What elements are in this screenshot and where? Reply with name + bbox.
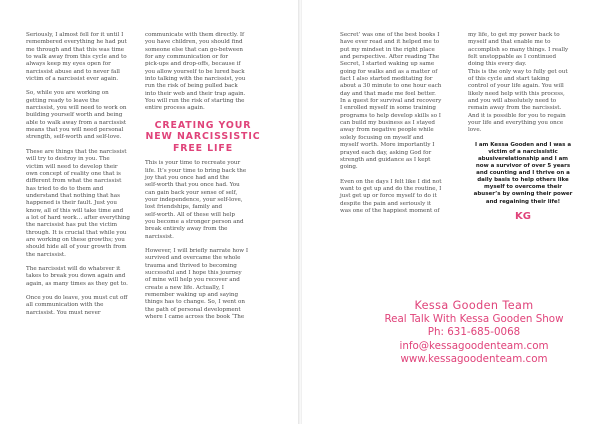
- body-paragraph: These are things that the narcissist will try to destroy in you. The victim will need to develop their own concept of reality one that is different from what the narcissist has tried to do to them and understand that nothing that has happened is their fault. Just you know, all of this will take time and a lot of hard work… after everything the narcissist has put the victim through. It is crucial that while you are working on these growths; you should hide all of your growth from the narcissist.: [26, 148, 130, 258]
- team-name: Kessa Gooden Team: [414, 299, 534, 312]
- email-address: info@kessagoodenteam.com: [399, 339, 549, 352]
- body-paragraph: Once you do leave, you must cut off all communication with the narcissist. You must never: [26, 295, 128, 316]
- left-page: [0, 0, 298, 424]
- body-paragraph: This is your time to recreate your life. It’s your time to bring back the joy that you once had and the self-worth that you once had. You can gain back your sense of self, your independence, your self-love, lost friendships, family and self-worth. All of these will help you become a stronger person and break entirely away from the narcissist.: [145, 160, 247, 240]
- body-paragraph: However, I will briefly narrate how I survived and overcame the whole trauma and thrived to becoming successful and I hope this journey of mine will help you recover and create a new life. Actually, I remember waking up and saying things has to change. So, I went on the path of personal development where I came across the book ‘The: [145, 248, 249, 321]
- body-paragraph: So, while you are working on getting ready to leave the narcissist, you will need to work on building yourself worth and being able to walk away from a narcissist means that you will need personal strength, self-worth and self-love.: [26, 90, 127, 141]
- column-4: [468, 32, 578, 224]
- phone-number: Ph: 631-685-0068: [427, 326, 521, 339]
- body-paragraph: my life, to get my power back to myself and that enable me to accomplish so many things. I really felt unstoppable as I continued doing this every day. This is the only way to fully get out of this cycle and start taking control of your life again. You will likely need help with this process, and you will absolutely need to remain away from the narcissist. And it is possible for you to regain your life and everything you once love.: [468, 32, 569, 134]
- section-heading-line: FREE LIFE: [172, 142, 234, 154]
- section-heading-line: CREATING YOUR: [154, 119, 252, 131]
- column-2: [145, 32, 261, 329]
- author-quote: I am Kessa Gooden and I was a victim of a narcissistic abusiverelationship and I am now a survivor of over 5 years and counting and I thrive on a daily basis to help others like myself to overcome their abuser’s by owning their power and regaining their life!: [473, 141, 573, 205]
- section-heading: [145, 120, 261, 155]
- body-paragraph: Secret’ was one of the best books I have ever read and it helped me to put my mindset in the right place and perspective. After reading The Secret, I started waking up same going for walks and as a matter of fact I also started meditating for about a 30 minute to one hour each day and that made me feel better. In a quest for survival and recovery I enrolled myself in some training programs to help develop skills so I can build my business as I stayed away from negative people while solely focusing on myself and myself worth. More importantly I prayed each day, asking God for strength and guidance as I kept going.: [340, 32, 442, 171]
- website-url: www.kessagoodenteam.com: [400, 353, 548, 366]
- section-heading-line: NEW NARCISSISTIC: [145, 131, 261, 143]
- promo-block: [384, 299, 564, 367]
- body-paragraph: communicate with them directly. If you have children, you should find someone else that can go-between for any communication or for pick-ups and drop-offs, because if you allow yourself to be lured back into talking with the narcissist, you run the risk of being pulled back into their web and their trap again. You will run the risk of starting the entire process again.: [145, 32, 246, 112]
- author-initials: KG: [515, 210, 531, 222]
- column-3: [340, 32, 452, 222]
- body-paragraph: Seriously, I almost fell for it until I remembered everything he had put me through and that this was time to walk away from this cycle and to always keep my eyes open for narcissist abuse and to never fall victim of a narcissist ever again.: [26, 32, 127, 83]
- show-name: Real Talk With Kessa Gooden Show: [384, 313, 564, 325]
- body-paragraph: The narcissist will do whatever it takes to break you down again and again, as many times as they get to.: [26, 265, 128, 287]
- body-paragraph: Even on the days I felt like I did not want to get up and do the routine, I just get up or force myself to do it despite the pain and seriously it was one of the happiest moment of: [340, 178, 442, 214]
- column-1: [26, 32, 138, 324]
